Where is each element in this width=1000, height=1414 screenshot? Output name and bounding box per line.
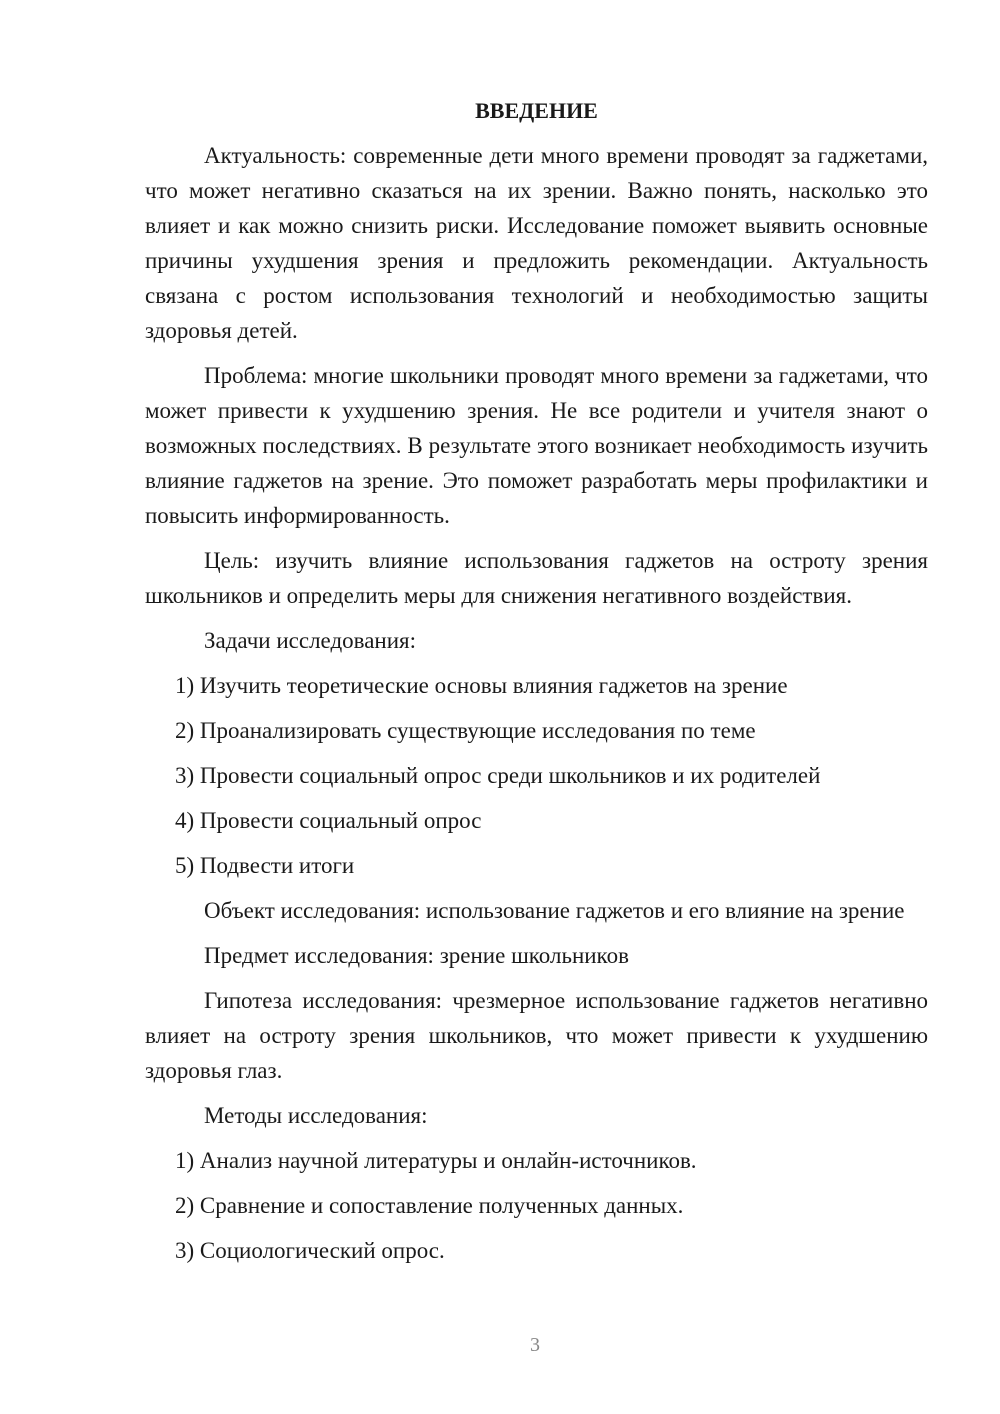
task-item: 1) Изучить теоретические основы влияния гаджетов на зрение — [175, 673, 788, 698]
task-item: 3) Провести социальный опрос среди школьников и их родителей — [175, 763, 821, 788]
goal-paragraph: Цель: изучить влияние использования гаджетов на остроту зрения школьников и определить меры для снижения негативного воздействия. — [145, 548, 928, 608]
page-title: ВВЕДЕНИЕ — [475, 98, 598, 123]
relevance-paragraph: Актуальность: современные дети много времени проводят за гаджетами, что может негативно сказаться на их зрении. Важно понять, насколько это влияет и как можно снизить риски. Исследование поможет выявить основные причины ухудшения зрения и предложить рекомендации. Актуальность связана с ростом использования технологий и необходимостью защиты здоровья детей. — [145, 143, 928, 343]
object-paragraph: Объект исследования: использование гаджетов и его влияние на зрение — [204, 898, 905, 923]
tasks-heading: Задачи исследования: — [204, 628, 417, 653]
hypothesis-paragraph: Гипотеза исследования: чрезмерное использование гаджетов негативно влияет на остроту зрения школьников, что может привести к ухудшению здоровья глаз. — [145, 988, 928, 1083]
method-item: 2) Сравнение и сопоставление полученных данных. — [175, 1193, 684, 1218]
task-item: 2) Проанализировать существующие исследования по теме — [175, 718, 756, 743]
subject-paragraph: Предмет исследования: зрение школьников — [204, 943, 629, 968]
problem-paragraph: Проблема: многие школьники проводят много времени за гаджетами, что может привести к ухудшению зрения. Не все родители и учителя знают о возможных последствиях. В результате этого возникает необходимость изучить влияние гаджетов на зрение. Это поможет разработать меры профилактики и повысить информированность. — [145, 363, 928, 528]
task-item: 4) Провести социальный опрос — [175, 808, 482, 833]
page-content — [145, 93, 928, 1278]
methods-heading: Методы исследования: — [204, 1103, 428, 1128]
method-item: 3) Социологический опрос. — [175, 1238, 445, 1263]
method-item: 1) Анализ научной литературы и онлайн-источников. — [175, 1148, 697, 1173]
task-item: 5) Подвести итоги — [175, 853, 355, 878]
page-number: 3 — [530, 1334, 540, 1356]
